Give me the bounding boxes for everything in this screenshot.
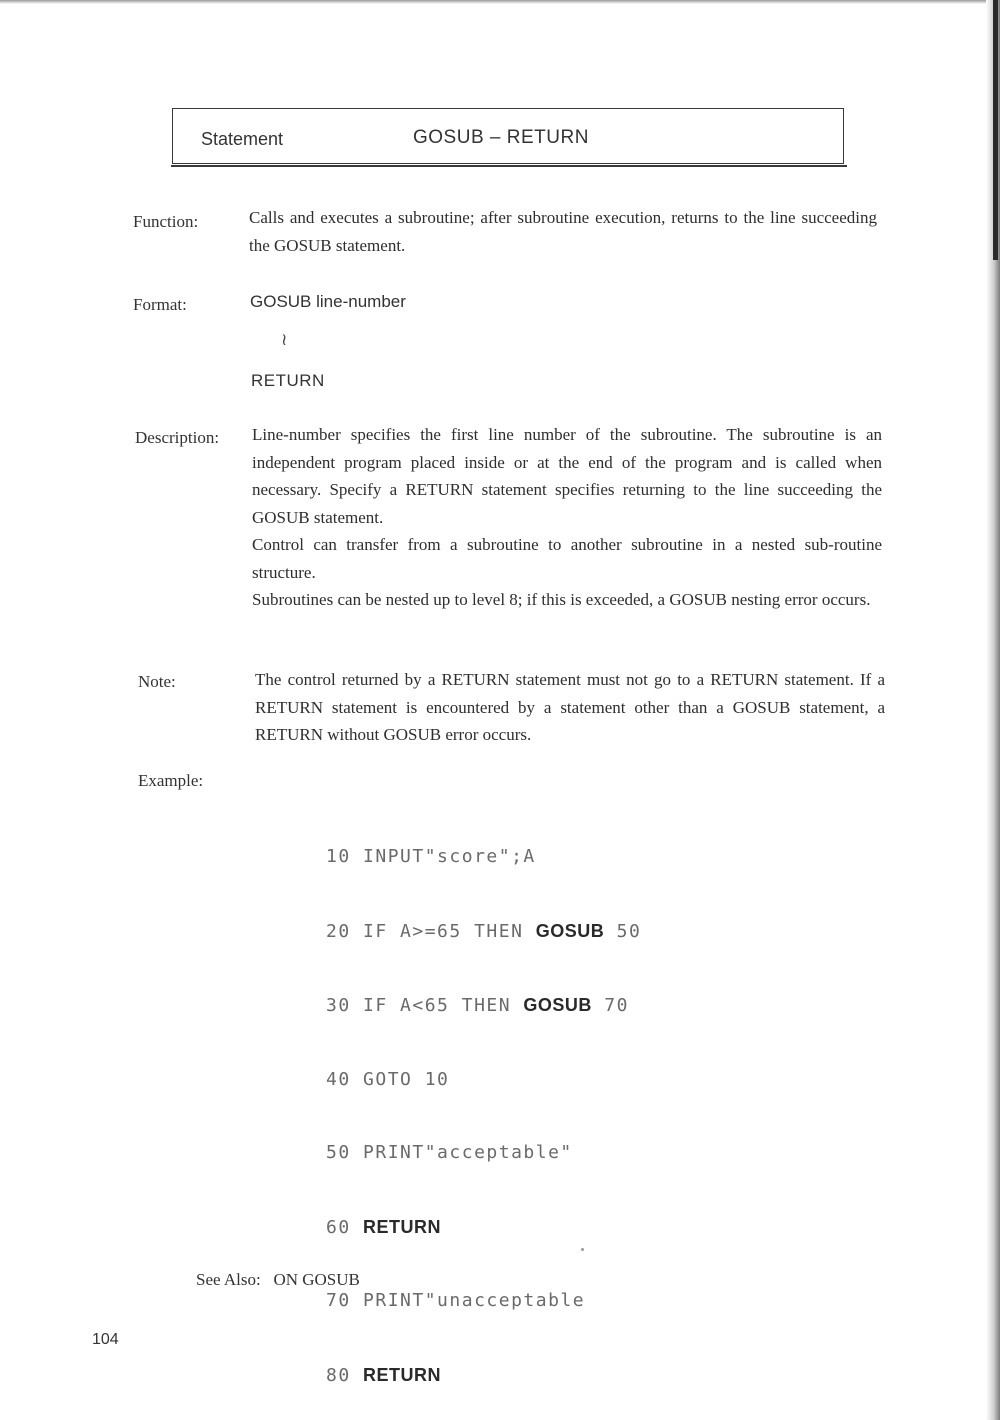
function-paragraph: Calls and executes a subroutine; after subroutine execution, returns to the line succeeding the GOSUB statement.	[249, 208, 877, 255]
description-label: Description:	[135, 428, 220, 447]
code-line-70	[326, 1289, 641, 1314]
format-line-gosub: GOSUB line-number	[250, 292, 406, 311]
code-text: IF A>=65 THEN	[363, 920, 536, 942]
code-line-30	[326, 993, 641, 1019]
header-underline	[171, 165, 847, 167]
description-paragraph-3: Subroutines can be nested up to level 8; if this is exceeded, a GOSUB nesting error occurs.	[252, 590, 871, 609]
line-number: 20	[326, 920, 351, 942]
format-label: Format:	[133, 295, 187, 314]
format-line-return: RETURN	[251, 371, 325, 390]
code-line-50	[326, 1141, 641, 1166]
statement-header-box	[172, 108, 844, 164]
description-paragraph-1: Line-number specifies the first line number of the subroutine. The subroutine is an independent program placed inside or at the end of the program and is called when necessary. Specify a RETURN statement specifies returning to the line succeeding the GOSUB statement.	[252, 425, 882, 527]
line-number: 10	[326, 846, 351, 867]
see-also-link[interactable]: ON GOSUB	[273, 1270, 360, 1289]
code-keyword: RETURN	[363, 1364, 442, 1385]
code-line-40	[326, 1068, 641, 1093]
note-paragraph: The control returned by a RETURN statement must not go to a RETURN statement. If a RETURN statement is encountered by a statement other than a GOSUB statement, a RETURN without GOSUB error occurs.	[255, 670, 885, 744]
line-number: 80	[326, 1364, 351, 1386]
code-keyword: GOSUB	[535, 920, 605, 941]
statement-label: Statement	[201, 129, 284, 149]
code-text: IF A<65 THEN	[363, 995, 524, 1016]
code-keyword: GOSUB	[523, 995, 592, 1015]
function-label: Function:	[133, 212, 199, 231]
paper-speck	[581, 1248, 584, 1251]
code-tail: 50	[604, 920, 642, 942]
code-text: GOTO 10	[363, 1068, 450, 1090]
code-line-60	[326, 1215, 641, 1241]
page-number: 104	[92, 1331, 119, 1348]
description-text	[252, 421, 882, 614]
code-text: PRINT"unacceptable	[363, 1290, 586, 1311]
code-line-80	[326, 1363, 641, 1389]
line-number: 30	[326, 995, 351, 1016]
page-top-edge	[0, 0, 1000, 4]
line-number: 60	[326, 1216, 351, 1238]
code-text: INPUT"score";A	[363, 846, 536, 867]
example-label: Example:	[138, 771, 204, 790]
format-ellipsis: ≀	[281, 330, 288, 349]
code-line-20	[326, 919, 641, 945]
code-tail: 70	[591, 995, 629, 1016]
example-code-listing	[326, 796, 641, 1413]
line-number: 50	[326, 1142, 351, 1163]
code-text: PRINT"acceptable"	[363, 1142, 573, 1163]
description-paragraph-2: Control can transfer from a subroutine to another subroutine in a nested sub-routine structure.	[252, 535, 882, 582]
line-number: 70	[326, 1290, 351, 1311]
function-text	[249, 204, 877, 259]
note-label: Note:	[138, 672, 176, 691]
statement-name: GOSUB – RETURN	[413, 127, 589, 148]
line-number: 40	[326, 1068, 351, 1090]
code-line-10	[326, 845, 641, 870]
see-also	[196, 1270, 360, 1290]
page-binding-edge	[986, 0, 1000, 1420]
code-keyword: RETURN	[363, 1216, 442, 1237]
see-also-label: See Also:	[196, 1270, 261, 1289]
note-text	[255, 666, 885, 749]
